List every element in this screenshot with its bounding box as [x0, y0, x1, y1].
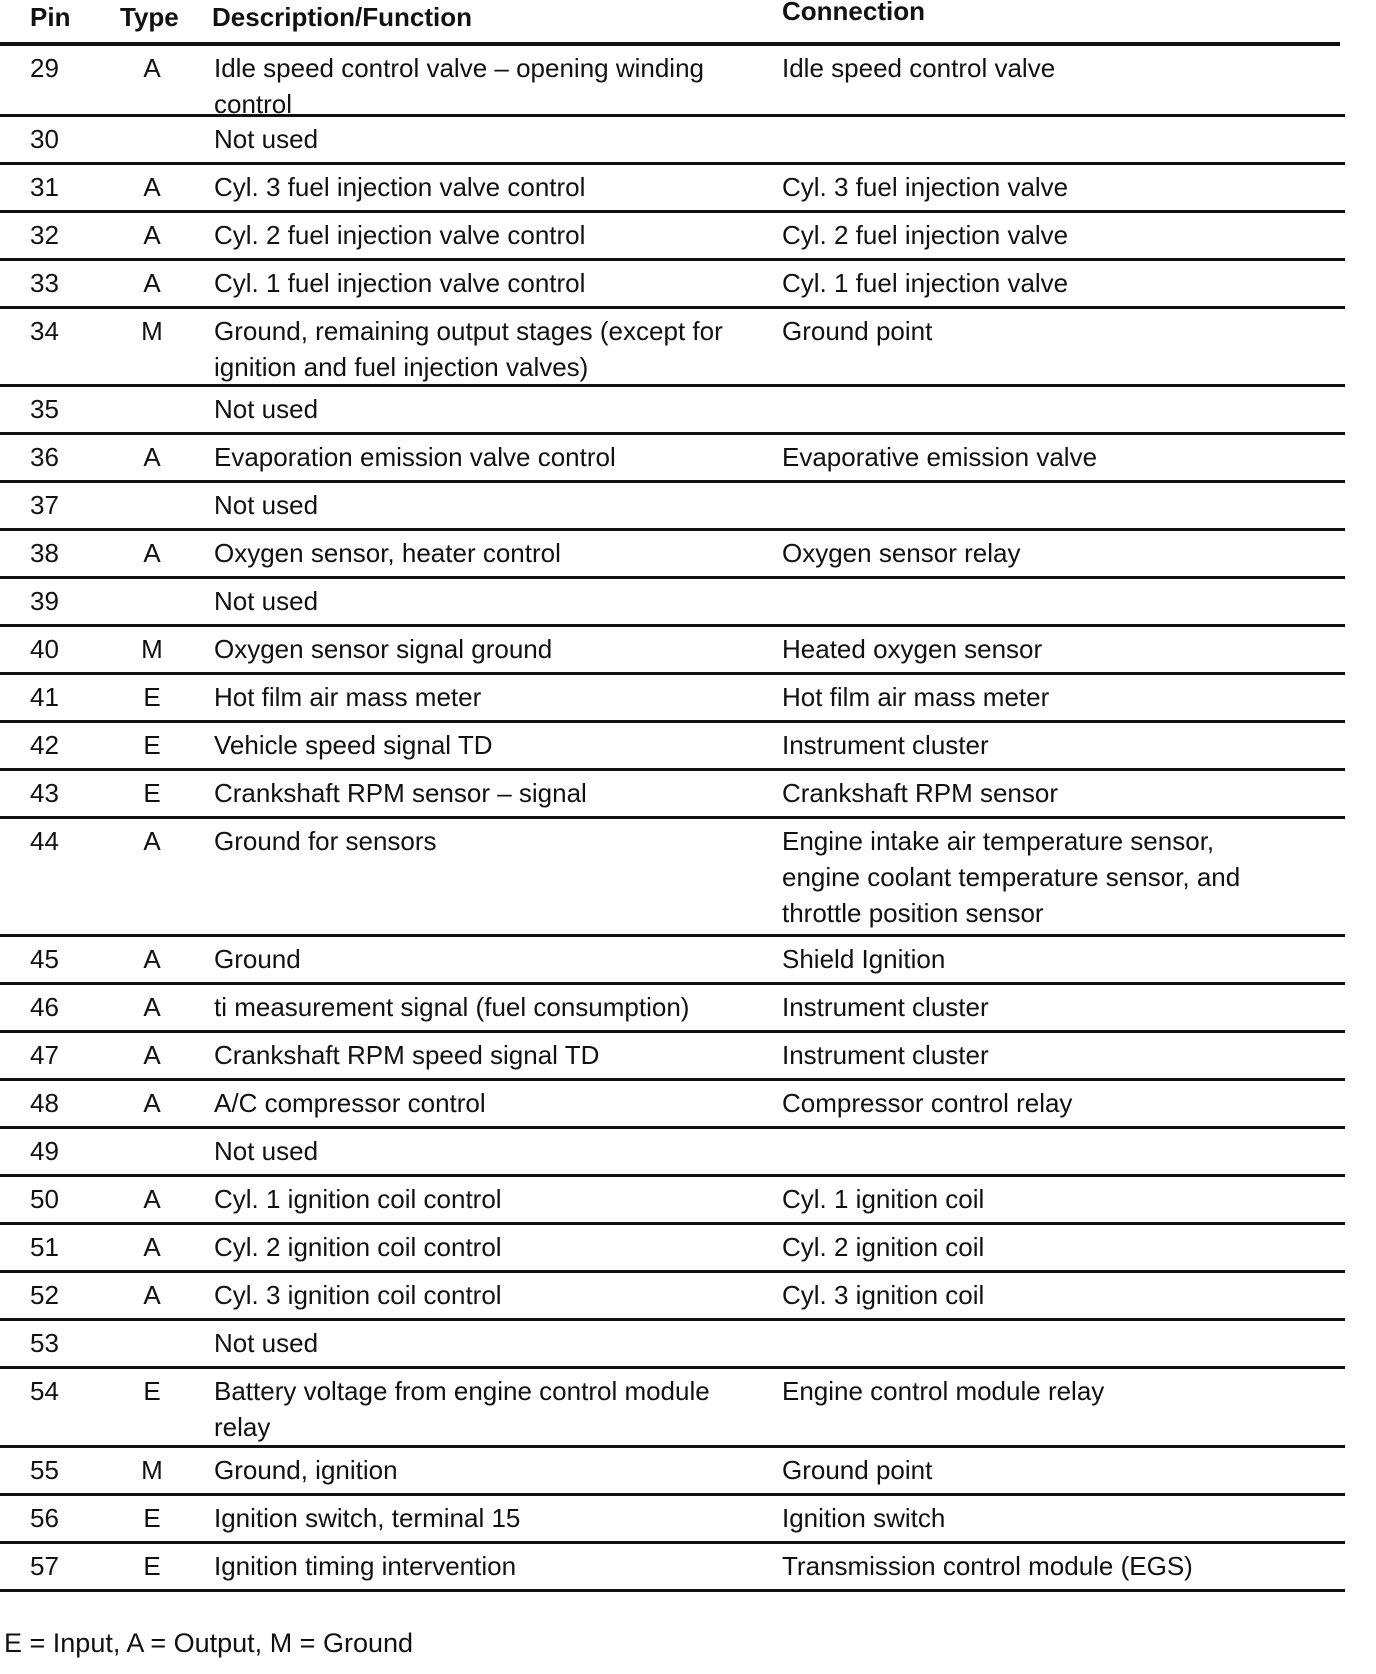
header-description: Description/Function [212, 2, 472, 32]
table-header [0, 0, 1340, 46]
type-cell: A [143, 220, 161, 250]
connection-cell: Engine control module relay [782, 1376, 1105, 1406]
description-cell: Evaporation emission valve control [214, 442, 616, 472]
description-cell: Vehicle speed signal TD [214, 730, 493, 760]
description-cell: Idle speed control valve – opening winding control [214, 53, 705, 119]
pin-cell: 30 [30, 124, 59, 154]
connection-cell: Cyl. 1 fuel injection valve [782, 268, 1069, 298]
table-row [0, 483, 1345, 531]
description-cell: Ground, ignition [214, 1455, 398, 1485]
pin-cell: 34 [30, 316, 59, 346]
type-cell: A [143, 1184, 161, 1214]
description-cell: Not used [214, 1328, 319, 1358]
table-row [0, 627, 1345, 675]
connection-cell: Engine intake air temperature sensor, engine coolant temperature sensor, and throttle position sensor [782, 826, 1241, 928]
pin-cell: 46 [30, 992, 59, 1022]
description-cell: Battery voltage from engine control module relay [214, 1376, 710, 1442]
table-row [0, 723, 1345, 771]
table-row [0, 1448, 1345, 1496]
description-cell: Ground for sensors [214, 826, 437, 856]
table-row [0, 1273, 1345, 1321]
connection-cell: Cyl. 1 ignition coil [782, 1184, 985, 1214]
table-row [0, 675, 1345, 723]
table-row [0, 387, 1345, 435]
table-row [0, 1544, 1345, 1592]
connection-cell: Heated oxygen sensor [782, 634, 1043, 664]
table-row [0, 1496, 1345, 1544]
type-cell: A [143, 268, 161, 298]
type-cell: M [141, 1455, 163, 1485]
table-row [0, 1081, 1345, 1129]
connection-cell: Ignition switch [782, 1503, 946, 1533]
type-cell: E [143, 1376, 161, 1406]
pin-cell: 43 [30, 778, 59, 808]
pin-cell: 42 [30, 730, 59, 760]
type-cell: E [143, 730, 161, 760]
pin-cell: 38 [30, 538, 59, 568]
description-cell: Crankshaft RPM speed signal TD [214, 1040, 600, 1070]
type-cell: A [143, 944, 161, 974]
table-row [0, 213, 1345, 261]
pin-cell: 36 [30, 442, 59, 472]
type-cell: M [141, 634, 163, 664]
type-cell: A [143, 826, 161, 856]
table-row [0, 1225, 1345, 1273]
pin-cell: 29 [30, 53, 59, 83]
type-cell: A [143, 53, 161, 83]
header-type: Type [120, 2, 179, 32]
table-row [0, 1033, 1345, 1081]
type-legend: E = Input, A = Output, M = Ground [4, 1628, 414, 1658]
table-row [0, 117, 1345, 165]
pin-cell: 33 [30, 268, 59, 298]
description-cell: Ignition timing intervention [214, 1551, 517, 1581]
description-cell: Not used [214, 124, 319, 154]
connection-cell: Shield Ignition [782, 944, 946, 974]
table-row [0, 937, 1345, 985]
pin-cell: 32 [30, 220, 59, 250]
connection-cell: Crankshaft RPM sensor [782, 778, 1058, 808]
table-row [0, 985, 1345, 1033]
connection-cell: Cyl. 3 ignition coil [782, 1280, 985, 1310]
description-cell: Cyl. 1 ignition coil control [214, 1184, 502, 1214]
table-row [0, 1177, 1345, 1225]
description-cell: Ignition switch, terminal 15 [214, 1503, 521, 1533]
connection-cell: Cyl. 2 fuel injection valve [782, 220, 1069, 250]
connection-cell: Ground point [782, 1455, 933, 1485]
table-row [0, 1369, 1345, 1448]
type-cell: A [143, 442, 161, 472]
table-row [0, 1321, 1345, 1369]
table-body [0, 46, 1345, 1592]
pin-cell: 50 [30, 1184, 59, 1214]
connection-cell: Transmission control module (EGS) [782, 1551, 1193, 1581]
description-cell: Not used [214, 394, 319, 424]
pin-cell: 49 [30, 1136, 59, 1166]
description-cell: Ground [214, 944, 301, 974]
description-cell: Not used [214, 490, 319, 520]
description-cell: Crankshaft RPM sensor – signal [214, 778, 587, 808]
connection-cell: Hot film air mass meter [782, 682, 1050, 712]
description-cell: Oxygen sensor, heater control [214, 538, 561, 568]
type-cell: A [143, 538, 161, 568]
pin-cell: 56 [30, 1503, 59, 1533]
type-cell: E [143, 778, 161, 808]
connection-cell: Oxygen sensor relay [782, 538, 1021, 568]
table-row [0, 771, 1345, 819]
table-row [0, 1129, 1345, 1177]
description-cell: Oxygen sensor signal ground [214, 634, 553, 664]
pin-cell: 51 [30, 1232, 59, 1262]
pin-cell: 40 [30, 634, 59, 664]
pin-cell: 41 [30, 682, 59, 712]
pin-cell: 44 [30, 826, 59, 856]
pin-cell: 52 [30, 1280, 59, 1310]
table-row [0, 435, 1345, 483]
type-cell: E [143, 1551, 161, 1581]
table-row [0, 579, 1345, 627]
type-cell: A [143, 992, 161, 1022]
pin-cell: 55 [30, 1455, 59, 1485]
table-row [0, 261, 1345, 309]
connection-cell: Instrument cluster [782, 1040, 989, 1070]
header-connection: Connection [782, 0, 925, 26]
type-cell: E [143, 1503, 161, 1533]
description-cell: Ground, remaining output stages (except for ignition and fuel injection valves) [214, 316, 723, 382]
type-cell: A [143, 172, 161, 202]
pin-cell: 48 [30, 1088, 59, 1118]
description-cell: Cyl. 3 fuel injection valve control [214, 172, 586, 202]
header-pin: Pin [30, 2, 71, 32]
type-cell: E [143, 682, 161, 712]
type-cell: A [143, 1040, 161, 1070]
pin-cell: 35 [30, 394, 59, 424]
pin-cell: 53 [30, 1328, 59, 1358]
table-row [0, 819, 1345, 937]
type-cell: A [143, 1232, 161, 1262]
connection-cell: Cyl. 3 fuel injection valve [782, 172, 1069, 202]
table-row [0, 165, 1345, 213]
type-cell: M [141, 316, 163, 346]
pin-cell: 47 [30, 1040, 59, 1070]
connection-cell: Cyl. 2 ignition coil [782, 1232, 985, 1262]
pin-cell: 45 [30, 944, 59, 974]
description-cell: A/C compressor control [214, 1088, 486, 1118]
type-cell: A [143, 1280, 161, 1310]
connection-cell: Evaporative emission valve [782, 442, 1098, 472]
connection-cell: Instrument cluster [782, 992, 989, 1022]
table-row [0, 46, 1345, 117]
description-cell: Cyl. 2 ignition coil control [214, 1232, 502, 1262]
pin-cell: 57 [30, 1551, 59, 1581]
description-cell: Not used [214, 586, 319, 616]
description-cell: Cyl. 3 ignition coil control [214, 1280, 502, 1310]
connection-cell: Idle speed control valve [782, 53, 1056, 83]
pin-cell: 37 [30, 490, 59, 520]
connection-cell: Ground point [782, 316, 933, 346]
type-cell: A [143, 1088, 161, 1118]
description-cell: Cyl. 2 fuel injection valve control [214, 220, 586, 250]
description-cell: ti measurement signal (fuel consumption) [214, 992, 690, 1022]
description-cell: Hot film air mass meter [214, 682, 482, 712]
table-row [0, 531, 1345, 579]
description-cell: Not used [214, 1136, 319, 1166]
table-row [0, 309, 1345, 387]
connection-cell: Compressor control relay [782, 1088, 1073, 1118]
pin-cell: 54 [30, 1376, 59, 1406]
pin-cell: 31 [30, 172, 59, 202]
connection-cell: Instrument cluster [782, 730, 989, 760]
pin-cell: 39 [30, 586, 59, 616]
description-cell: Cyl. 1 fuel injection valve control [214, 268, 586, 298]
